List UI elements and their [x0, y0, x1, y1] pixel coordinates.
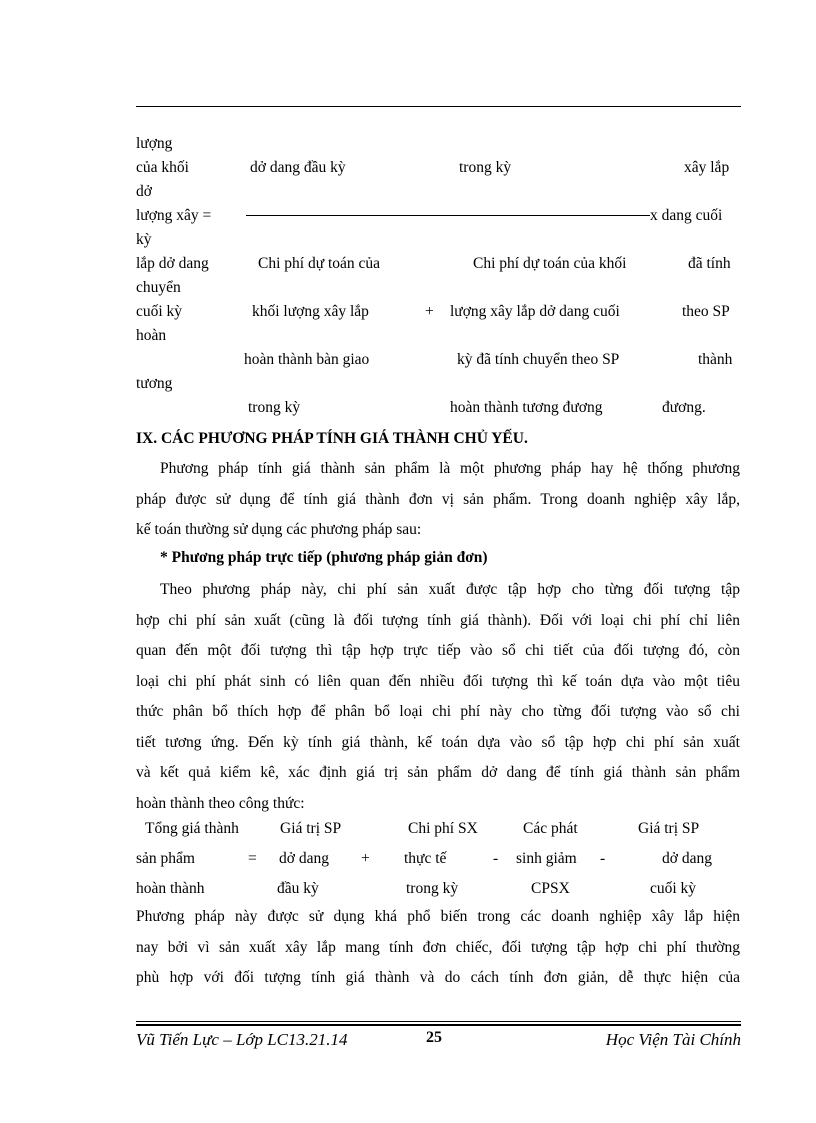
formula1-col1-3: lượng xây =: [136, 207, 212, 224]
formula2-r1-3: Các phát: [523, 820, 578, 837]
formula2-r1-2: Chi phí SX: [408, 820, 478, 837]
footer-author: Vũ Tiến Lực – Lớp LC13.21.14: [136, 1030, 348, 1049]
formula2-r2-0: sản phẩm: [136, 850, 195, 867]
body-line: hợp chi phí sản xuất (cũng là đối tượng tính giá thành). Đối với loại chi phí chỉ liên: [136, 611, 740, 629]
formula2-r3-1: đầu kỳ: [277, 880, 319, 897]
body-line: Theo phương pháp này, chi phí sản xuất được tập hợp cho từng đối tượng tập: [160, 581, 740, 598]
formula1-col1-7: cuối kỳ: [136, 303, 183, 320]
intro-line: Phương pháp tính giá thành sản phẩm là một phương pháp hay hệ thống phương: [160, 460, 740, 477]
formula2-r2-5: -: [493, 850, 499, 867]
closing-line: Phương pháp này được sử dụng khá phổ biến trong các doanh nghiệp xây lắp hiện: [136, 908, 740, 925]
formula1-r2-c2: Chi phí dự toán của: [258, 255, 381, 272]
footer-rule-top: [136, 1021, 741, 1022]
body-paragraph: [136, 575, 740, 819]
formula1-col1-10: tương: [136, 375, 173, 392]
formula1-r2-c3: Chi phí dự toán của khối: [473, 255, 627, 272]
formula2-r2-2: dở dang: [279, 850, 329, 867]
formula2-r2-1: =: [248, 850, 257, 867]
formula1-r5-c3: hoàn thành tương đương: [450, 399, 603, 416]
formula1-fraction-suffix: x dang cuối: [650, 207, 723, 224]
formula1-col1-4: kỳ: [136, 231, 152, 248]
formula1-r5-c2: trong kỳ: [248, 399, 301, 416]
closing-line: phù hợp với đối tượng tính giá thành và do cách tính đơn giản, dễ thực hiện của: [136, 969, 740, 986]
formula1-col1-0: lượng: [136, 135, 173, 152]
body-line: tiết tương ứng. Đến kỳ tính giá thành, kế toán dựa vào sổ tập hợp chi phí sản xuất: [136, 733, 740, 751]
formula1-r4-c4: thành: [698, 351, 733, 368]
body-line: quan đến một đối tượng thì tập hợp trực tiếp vào sổ chi tiết của đối tượng đó, còn: [136, 642, 740, 659]
formula2-r1-4: Giá trị SP: [638, 820, 700, 837]
formula1-r4-c3: kỳ đã tính chuyển theo SP: [457, 351, 620, 368]
formula1-r3-c4: theo SP: [682, 303, 730, 320]
formula2-r3-2: trong kỳ: [406, 880, 459, 897]
formula1-r1-c2: dở dang đầu kỳ: [250, 159, 346, 176]
formula1-r1-c4: xây lắp: [684, 159, 730, 176]
formula1-r2-c4: đã tính: [688, 255, 731, 272]
formula2-r1-0: Tổng giá thành: [145, 820, 239, 837]
formula2-r2-8: dở dang: [662, 850, 712, 867]
formula1-r5-c4: đương.: [662, 399, 706, 416]
formula2-r3-0: hoàn thành: [136, 880, 205, 897]
formula1-r1-c3: trong kỳ: [459, 159, 512, 176]
body-line: thức phân bổ thích hợp để phân bổ loại chi phí này cho từng đối tượng vào sổ chi: [136, 703, 740, 720]
formula2-r2-6: sinh giảm: [516, 850, 577, 867]
formula2-r3-4: cuối kỳ: [650, 880, 697, 897]
formula1-r3-plus: +: [425, 303, 434, 320]
formula2-r2-4: thực tế: [404, 850, 447, 867]
formula1-col1-2: dở: [136, 183, 152, 200]
formula1-col1-5: lắp dở dang: [136, 255, 209, 272]
header-rule: [136, 106, 741, 107]
formula1-col1-8: hoàn: [136, 327, 167, 344]
intro-paragraph: [136, 454, 740, 546]
intro-line: kế toán thường sử dụng các phương pháp sau:: [136, 521, 422, 538]
body-line: hoàn thành theo công thức:: [136, 794, 305, 812]
closing-line: nay bởi vì sản xuất xây lắp mang tính đơn chiếc, đối tượng tập hợp chi phí thường: [136, 938, 740, 956]
formula2-r3-3: CPSX: [531, 880, 570, 897]
closing-paragraph: [136, 902, 740, 994]
formula1-col1-6: chuyển: [136, 279, 181, 296]
formula2-r2-7: -: [600, 850, 606, 867]
intro-line: pháp được sử dụng để tính giá thành đơn vị sản phẩm. Trong doanh nghiệp xây lắp,: [136, 490, 740, 508]
footer-institution: Học Viện Tài Chính: [605, 1030, 741, 1049]
formula1-r3-c2: khối lượng xây lắp: [252, 303, 369, 320]
section-heading: IX. CÁC PHƯƠNG PHÁP TÍNH GIÁ THÀNH CHỦ YẾU.: [136, 430, 528, 447]
body-line: và kết quả kiểm kê, xác định giá trị sản phẩm dở dang để tính giá thành sản phẩm: [136, 764, 740, 781]
footer-rule-bottom: [136, 1024, 741, 1026]
formula1-r4-c2: hoàn thành bàn giao: [244, 351, 370, 368]
method-heading: * Phương pháp trực tiếp (phương pháp giản đơn): [160, 549, 488, 566]
formula1-col1-1: của khối: [136, 159, 189, 176]
page-number: 25: [426, 1029, 442, 1046]
formula1-r3-c3: lượng xây lắp dở dang cuối: [450, 303, 620, 320]
body-line: loại chi phí phát sinh có liên quan đến nhiều đối tượng thì kế toán dựa vào một tiêu: [136, 672, 740, 690]
fraction-line: [246, 215, 650, 216]
formula2-r2-3: +: [361, 850, 370, 867]
formula2-r1-1: Giá trị SP: [280, 820, 342, 837]
